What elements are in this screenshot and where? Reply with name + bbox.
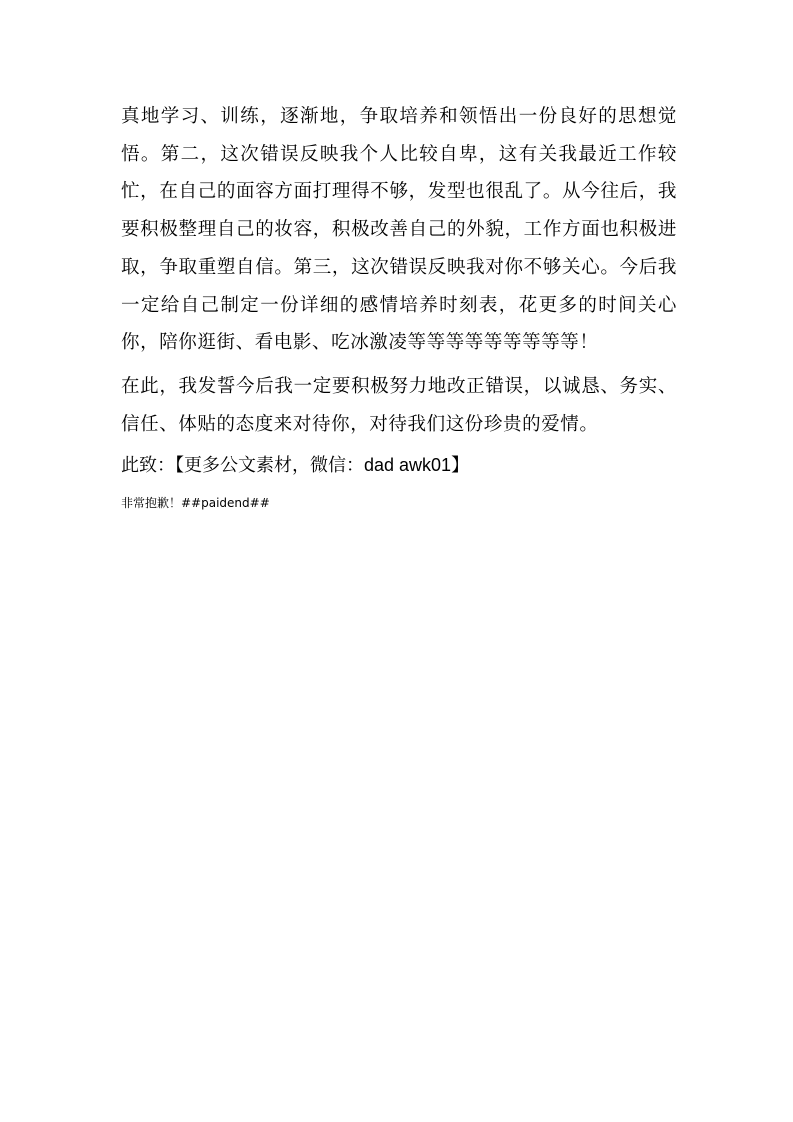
closing-line bbox=[121, 449, 677, 482]
paragraph-apology-reasons: 真地学习、训练，逐渐地，争取培养和领悟出一份良好的思想觉悟。第二，这次错误反映我个人比较自卑，这有关我最近工作较忙，在自己的面容方面打理得不够，发型也很乱了。从今往后，我要积极整理自己的妆容，积极改善自己的外貌，工作方面也积极进取，争取重塑自信。第三，这次错误反映我对你不够关心。今后我一定给自己制定一份详细的感情培养时刻表，花更多的时间关心你，陪你逛街、看电影、吃冰激凌等等等等等等等等等！ bbox=[121, 106, 677, 354]
closing-suffix: 】 bbox=[451, 455, 470, 477]
closing-prefix: 此致：【更多公文素材，微信： bbox=[121, 455, 364, 477]
closing-wechat-id: dad awk01 bbox=[364, 455, 452, 476]
footer-note: 非常抱歉！##paidend## bbox=[121, 496, 270, 511]
document-body bbox=[121, 98, 677, 512]
paragraph-vow: 在此，我发誓今后我一定要积极努力地改正错误，以诚恳、务实、信任、体贴的态度来对待你，对待我们这份珍贵的爱情。 bbox=[121, 375, 677, 435]
